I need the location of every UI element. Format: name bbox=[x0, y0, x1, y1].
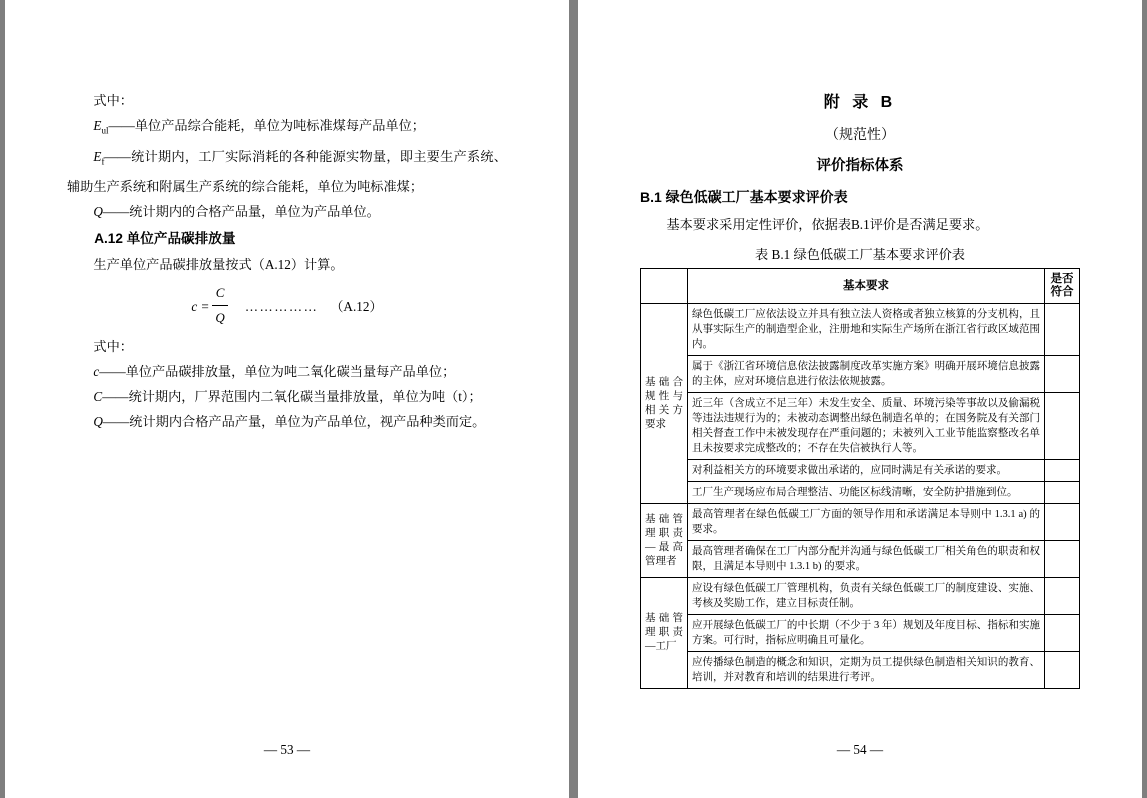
table-header-requirement: 基本要求 bbox=[688, 269, 1045, 304]
table-header-row bbox=[641, 269, 1080, 304]
formula-where-label-1: 式中： bbox=[93, 93, 133, 108]
table-caption-b1: 表 B.1 绿色低碳工厂基本要求评价表 bbox=[755, 247, 965, 262]
symbol-ef-text: ——统计期内，工厂实际消耗的各种能源实物量，即主要生产系统、辅助生产系统和附属生产系统的综合能耗，单位为吨标准煤； bbox=[67, 148, 507, 195]
section-a12-paragraph: 生产单位产品碳排放量按式（A.12）计算。 bbox=[93, 257, 344, 273]
table-cell-check[interactable] bbox=[1045, 356, 1080, 393]
table-cell-category: 基础管理职责—最高管理者 bbox=[641, 504, 688, 578]
table-cell-check[interactable] bbox=[1045, 652, 1080, 689]
table-cell-check[interactable] bbox=[1045, 482, 1080, 504]
formula-a12 bbox=[67, 283, 507, 330]
symbol-q: Q bbox=[93, 204, 103, 220]
symbol-ef-subscript: f bbox=[101, 156, 105, 167]
table-row bbox=[641, 460, 1080, 482]
symbol-e: E bbox=[93, 118, 102, 133]
appendix-name: 评价指标体系 bbox=[816, 158, 904, 174]
table-cell-requirement: 应设有绿色低碳工厂管理机构，负责有关绿色低碳工厂的制度建设、实施、考核及奖励工作，建立目标责任制。 bbox=[688, 578, 1045, 615]
table-cell-requirement: 对利益相关方的环境要求做出承诺的，应同时满足有关承诺的要求。 bbox=[688, 460, 1045, 482]
symbol-definition-c-upper bbox=[67, 384, 507, 409]
table-row bbox=[641, 304, 1080, 356]
page-number-left: — 53 — bbox=[263, 742, 311, 757]
symbol-definition-q2 bbox=[67, 409, 507, 434]
section-heading-b1: B.1 绿色低碳工厂基本要求评价表 bbox=[640, 189, 848, 205]
symbol-definition-q bbox=[67, 199, 507, 224]
appendix-type: （规范性） bbox=[825, 128, 895, 143]
symbol-definition-eul bbox=[67, 113, 507, 144]
table-cell-requirement: 绿色低碳工厂应依法设立并具有独立法人资格或者独立核算的分支机构，且从事实际生产的制造型企业，注册地和实际生产场所在浙江省行政区域范围内。 bbox=[688, 304, 1045, 356]
table-row bbox=[641, 356, 1080, 393]
formula-where-label-2: 式中： bbox=[93, 339, 133, 355]
symbol-c-upper: C bbox=[93, 389, 103, 405]
formula-fraction bbox=[211, 282, 228, 329]
symbol-c-lower: c bbox=[93, 364, 100, 380]
symbol-definition-c-lower bbox=[67, 359, 507, 384]
table-cell-check[interactable] bbox=[1045, 504, 1080, 541]
formula-numerator: C bbox=[212, 282, 229, 306]
table-row bbox=[641, 615, 1080, 652]
symbol-q-text: ——统计期内的合格产品量，单位为产品单位。 bbox=[102, 204, 380, 220]
symbol-c-upper-text: ——统计期内，厂界范围内二氧化碳当量排放量，单位为吨（t）； bbox=[102, 389, 482, 405]
appendix-title: 附 录 B bbox=[823, 94, 897, 111]
formula-denominator: Q bbox=[215, 310, 225, 326]
symbol-definition-ef bbox=[67, 144, 507, 200]
table-cell-requirement: 最高管理者确保在工厂内部分配并沟通与绿色低碳工厂相关角色的职责和权限，且满足本导则中 1.3.1 b) 的要求。 bbox=[688, 541, 1045, 578]
table-header-category bbox=[641, 269, 688, 304]
table-cell-check[interactable] bbox=[1045, 615, 1080, 652]
table-cell-check[interactable] bbox=[1045, 460, 1080, 482]
table-cell-requirement: 属于《浙江省环境信息依法披露制度改革实施方案》明确开展环境信息披露的主体，应对环境信息进行依法依规披露。 bbox=[688, 356, 1045, 393]
formula-leader-dots: …………… bbox=[244, 298, 319, 314]
table-cell-requirement: 近三年（含成立不足三年）未发生安全、质量、环境污染等事故以及偷漏税等违法违规行为的；未被动态调整出绿色制造名单的；在国务院及有关部门相关督查工作中未被发现存在严重问题的；未被列入工业节能监察整改名单且未按要求完成整改的；不存在失信被执行人等。 bbox=[688, 393, 1045, 460]
document-page-54 bbox=[578, 0, 1142, 798]
table-row bbox=[641, 541, 1080, 578]
table-cell-category: 基础合规性与相关方要求 bbox=[641, 304, 688, 504]
table-row bbox=[641, 652, 1080, 689]
formula-number: （A.12） bbox=[330, 298, 383, 314]
evaluation-table-b1 bbox=[640, 268, 1080, 689]
page-number-right: — 54 — bbox=[836, 742, 884, 757]
symbol-ef: E bbox=[93, 148, 102, 164]
table-cell-requirement: 应传播绿色制造的概念和知识，定期为员工提供绿色制造相关知识的教育、培训，并对教育和培训的结果进行考评。 bbox=[688, 652, 1045, 689]
table-cell-check[interactable] bbox=[1045, 541, 1080, 578]
table-header-check: 是否符合 bbox=[1045, 269, 1080, 304]
table-cell-requirement: 最高管理者在绿色低碳工厂方面的领导作用和承诺满足本导则中 1.3.1 a) 的要求。 bbox=[688, 504, 1045, 541]
table-cell-check[interactable] bbox=[1045, 304, 1080, 356]
table-cell-requirement: 工厂生产现场应布局合理整洁、功能区标线清晰，安全防护措施到位。 bbox=[688, 482, 1045, 504]
symbol-e-text: ——单位产品综合能耗，单位为吨标准煤每产品单位； bbox=[108, 118, 425, 133]
symbol-c-lower-text: ——单位产品碳排放量，单位为吨二氧化碳当量每产品单位； bbox=[99, 364, 456, 380]
symbol-q2-text: ——统计期内合格产品产量，单位为产品单位，视产品种类而定。 bbox=[102, 414, 486, 430]
table-row bbox=[641, 393, 1080, 460]
table-row bbox=[641, 578, 1080, 615]
document-page-53 bbox=[5, 0, 569, 798]
table-cell-check[interactable] bbox=[1045, 393, 1080, 460]
formula-lhs: c = bbox=[191, 298, 210, 314]
section-b1-paragraph: 基本要求采用定性评价，依据表B.1评价是否满足要求。 bbox=[666, 217, 989, 232]
symbol-q2: Q bbox=[93, 414, 103, 430]
symbol-e-subscript: ul bbox=[101, 125, 109, 136]
table-cell-check[interactable] bbox=[1045, 578, 1080, 615]
section-heading-a12: A.12 单位产品碳排放量 bbox=[94, 231, 236, 247]
table-cell-category: 基础管理职责—工厂 bbox=[641, 578, 688, 689]
table-row bbox=[641, 504, 1080, 541]
table-row bbox=[641, 482, 1080, 504]
table-cell-requirement: 应开展绿色低碳工厂的中长期（不少于 3 年）规划及年度目标、指标和实施方案。可行时，指标应明确且可量化。 bbox=[688, 615, 1045, 652]
